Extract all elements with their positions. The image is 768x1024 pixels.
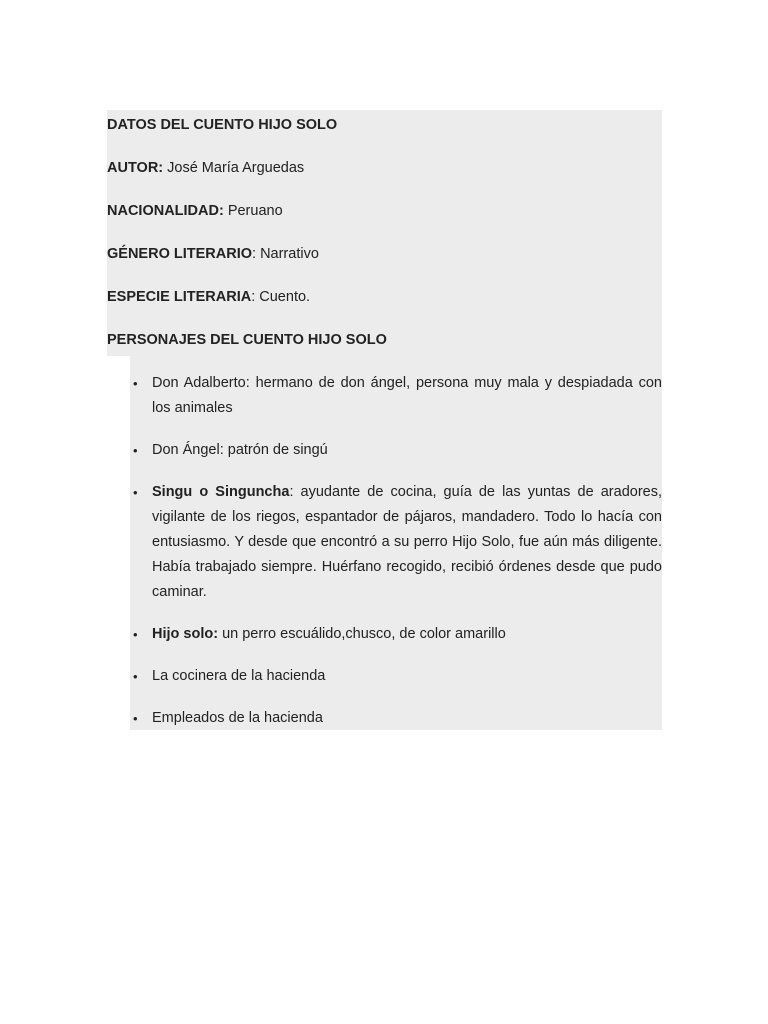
list-item-name: Hijo solo: xyxy=(152,626,219,642)
bullet-icon: • xyxy=(133,669,138,684)
list-item-text: La cocinera de la hacienda xyxy=(152,668,326,684)
field-value: : Cuento. xyxy=(251,289,311,305)
list-item-text: : ayudante de cocina, guía de las yuntas de aradores, vigilante de los riegos, espantador de pájaros, mandadero. Todo lo hacía con entusiasmo. Y desde que encontró a su perro Hijo Solo, fue aún más diligente. Había trabajado siempre. Huérfano recogido, recibió órdenes desde que pudo caminar. xyxy=(152,484,662,600)
field-label: NACIONALIDAD: xyxy=(107,203,224,219)
list-item xyxy=(107,622,662,647)
list-item-text: un perro escuálido,chusco, de color amarillo xyxy=(218,626,506,642)
field-label: GÉNERO LITERARIO xyxy=(107,246,253,262)
field-value: Peruano xyxy=(223,203,283,219)
list-item xyxy=(107,371,662,421)
bullet-icon: • xyxy=(133,376,138,391)
field-autor xyxy=(107,156,662,199)
document-title: DATOS DEL CUENTO HIJO SOLO xyxy=(107,117,338,133)
list-item xyxy=(107,664,662,689)
field-label: ESPECIE LITERARIA xyxy=(107,289,252,305)
list-item-name: Singu o Singuncha xyxy=(152,484,290,500)
field-especie-literaria xyxy=(107,285,662,328)
characters-list xyxy=(107,371,662,731)
bullet-icon: • xyxy=(133,711,138,726)
list-item xyxy=(107,480,662,605)
field-value: : Narrativo xyxy=(252,246,319,262)
characters-heading: PERSONAJES DEL CUENTO HIJO SOLO xyxy=(107,332,387,348)
list-item xyxy=(107,438,662,463)
list-item-text: Don Adalberto: hermano de don ángel, persona muy mala y despiadada con los animales xyxy=(152,375,662,416)
bullet-icon: • xyxy=(133,443,138,458)
bullet-icon: • xyxy=(133,485,138,500)
document-content xyxy=(107,113,662,748)
field-value: José María Arguedas xyxy=(163,160,305,176)
list-item-text: Don Ángel: patrón de singú xyxy=(152,442,328,458)
field-label: AUTOR: xyxy=(107,160,164,176)
bullet-icon: • xyxy=(133,627,138,642)
list-item xyxy=(107,706,662,731)
list-item-text: Empleados de la hacienda xyxy=(152,710,323,726)
field-genero-literario xyxy=(107,242,662,285)
field-nacionalidad xyxy=(107,199,662,242)
